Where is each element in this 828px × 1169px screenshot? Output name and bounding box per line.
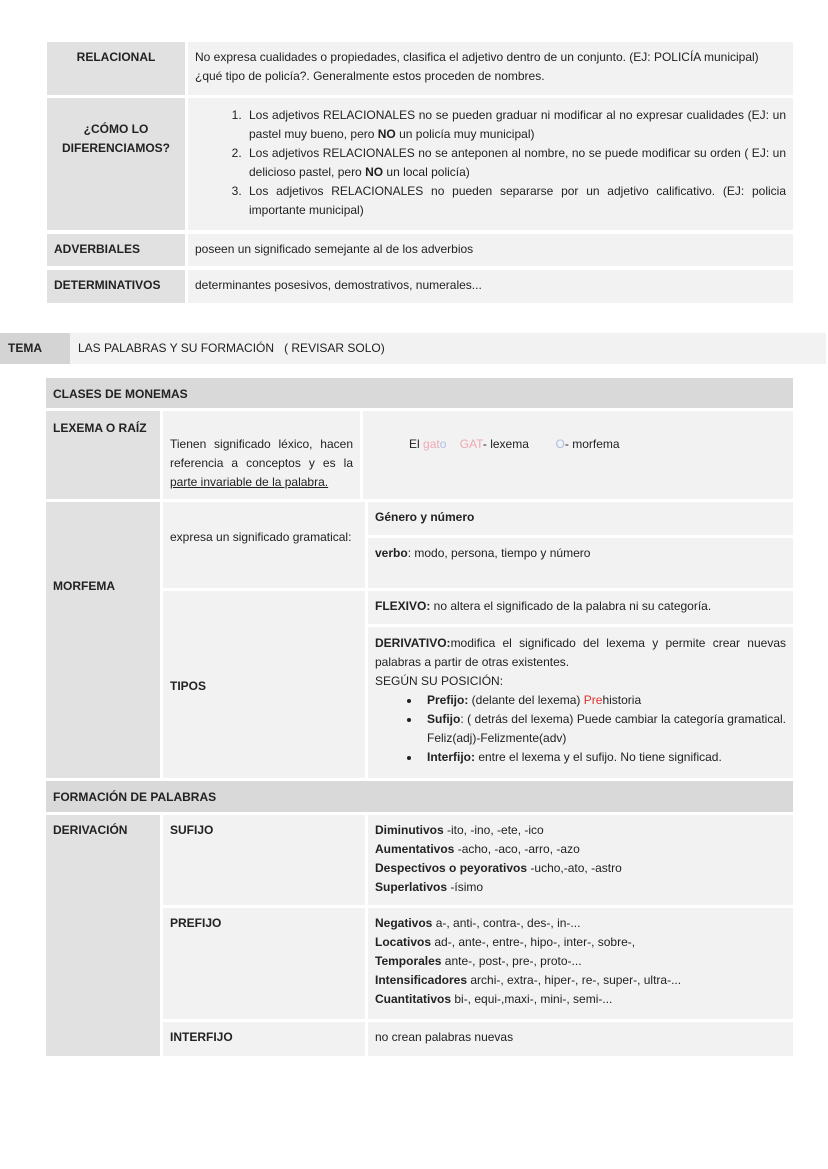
list-item: • Interfijo: entre el lexema y el sufijo. No tiene significad. bbox=[421, 748, 786, 767]
derivativo-cell bbox=[368, 627, 793, 778]
list-item: 2. Los adjetivos RELACIONALES no se anteponen al nombre, no se puede modificar su orden ( EJ: un delicioso pastel, pero NO un local policía) bbox=[245, 144, 786, 182]
como-list-cell bbox=[188, 98, 793, 230]
lexema-label: LEXEMA O RAÍZ bbox=[46, 411, 160, 499]
prefijo-label: PREFIJO bbox=[163, 908, 365, 1019]
genero-numero: Género y número bbox=[368, 502, 793, 535]
list-item: Aumentativos -acho, -aco, -arro, -azo bbox=[375, 842, 580, 856]
tema-label: TEMA bbox=[0, 333, 70, 364]
adverbiales-label: ADVERBIALES bbox=[47, 234, 185, 266]
morfema-expresa: expresa un significado gramatical: bbox=[163, 502, 365, 588]
verbo-text: verbo: modo, persona, tiempo y número bbox=[368, 538, 793, 588]
morfema-label: MORFEMA bbox=[46, 502, 160, 778]
list-item: Locativos ad-, ante-, entre-, hipo-, inter-, sobre-, bbox=[375, 935, 636, 949]
tipos-label: TIPOS bbox=[163, 591, 365, 778]
lexema-example: El gato GAT- lexema O- morfema bbox=[363, 411, 793, 499]
interfijo-label: INTERFIJO bbox=[163, 1022, 365, 1056]
list-item: Cuantitativos bi-, equi-,maxi-, mini-, semi-... bbox=[375, 992, 613, 1006]
list-item: • Sufijo: ( detrás del lexema) Puede cambiar la categoría gramatical. Feliz(adj)-Felizmente(adv) bbox=[421, 710, 786, 748]
list-item: 3. Los adjetivos RELACIONALES no pueden separarse por un adjetivo calificativo. (EJ: policia importante municipal) bbox=[245, 182, 786, 220]
sufijo-list bbox=[368, 815, 793, 905]
tema-title: LAS PALABRAS Y SU FORMACIÓN ( REVISAR SOLO) bbox=[70, 333, 826, 364]
derivativo-text: DERIVATIVO:modifica el significado del lexema y permite crear nuevas palabras a partir de otras existentes. bbox=[375, 636, 786, 669]
derivacion-label: DERIVACIÓN bbox=[46, 815, 160, 1056]
segun-posicion: SEGÚN SU POSICIÓN: bbox=[375, 674, 504, 688]
relacional-label: RELACIONAL bbox=[47, 42, 185, 95]
como-label: ¿CÓMO LO DIFERENCIAMOS? bbox=[47, 98, 185, 230]
list-item: Temporales ante-, post-, pre-, proto-... bbox=[375, 954, 582, 968]
list-item: Negativos a-, anti-, contra-, des-, in-... bbox=[375, 916, 581, 930]
determinativos-text: determinantes posesivos, demostrativos, numerales... bbox=[188, 270, 793, 303]
formacion-header: FORMACIÓN DE PALABRAS bbox=[46, 781, 793, 812]
list-item: Diminutivos -ito, -ino, -ete, -ico bbox=[375, 823, 544, 837]
prefijo-list bbox=[368, 908, 793, 1019]
clases-monemas-header: CLASES DE MONEMAS bbox=[46, 378, 793, 408]
flexivo-text: FLEXIVO: no altera el significado de la palabra ni su categoría. bbox=[368, 591, 793, 624]
como-list bbox=[195, 106, 786, 220]
list-item: • Prefijo: (delante del lexema) Prehistoria bbox=[421, 691, 786, 710]
list-item: Despectivos o peyorativos -ucho,-ato, -astro bbox=[375, 861, 622, 875]
interfijo-text: no crean palabras nuevas bbox=[368, 1022, 793, 1056]
relacional-text: No expresa cualidades o propiedades, clasifica el adjetivo dentro de un conjunto. (EJ: POLICÍA municipal) ¿qué tipo de policía?. Generalmente estos proceden de nombres. bbox=[188, 42, 793, 95]
determinativos-label: DETERMINATIVOS bbox=[47, 270, 185, 303]
adverbiales-text: poseen un significado semejante al de los adverbios bbox=[188, 234, 793, 266]
list-item: 1. Los adjetivos RELACIONALES no se pueden graduar ni modificar al no expresar cualidades (EJ: un pastel muy bueno, pero NO un policía muy municipal) bbox=[245, 106, 786, 144]
lexema-desc: Tienen significado léxico, hacen referencia a conceptos y es la parte invariable de la palabra. bbox=[163, 411, 360, 499]
posicion-list bbox=[375, 691, 786, 767]
sufijo-label: SUFIJO bbox=[163, 815, 365, 905]
list-item: Superlativos -ísimo bbox=[375, 880, 484, 894]
list-item: Intensificadores archi-, extra-, hiper-, re-, super-, ultra-... bbox=[375, 973, 682, 987]
